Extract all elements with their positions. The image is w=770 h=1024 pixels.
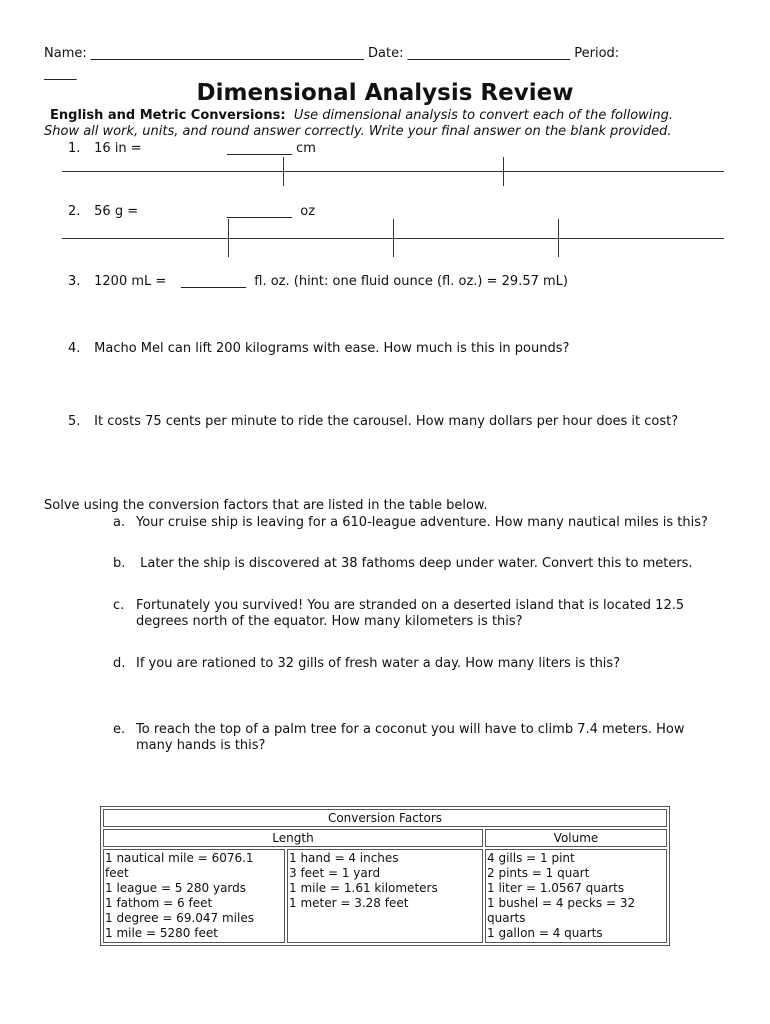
answer-unit: fl. oz. (hint: one fluid ounce (fl. oz.) = 29.57 mL) xyxy=(254,274,568,289)
answer-unit: oz xyxy=(300,204,316,219)
table-cell-line: 1 degree = 69.047 miles xyxy=(105,911,254,925)
table-cell-line: 3 feet = 1 yard xyxy=(289,866,381,880)
volume-column xyxy=(485,849,667,943)
length-column-2 xyxy=(287,849,483,943)
answer-blank[interactable]: __________ xyxy=(181,274,246,289)
sub-question-text: If you are rationed to 32 gills of fresh water a day. How many liters is this? xyxy=(136,656,621,671)
sub-question-text: Later the ship is discovered at 38 fathoms deep under water. Convert this to meters. xyxy=(136,556,693,571)
sub-question-e xyxy=(113,722,685,737)
header-line xyxy=(44,46,619,61)
question-number: 5. xyxy=(68,414,81,429)
question-3 xyxy=(68,274,166,289)
length-column-1 xyxy=(103,849,285,943)
question-prompt: 16 in = xyxy=(94,141,142,156)
sub-question-text: Fortunately you survived! You are stranded on a deserted island that is located 12.5 xyxy=(136,598,685,613)
answer-unit: cm xyxy=(296,141,316,156)
work-divider xyxy=(228,219,229,257)
question-2 xyxy=(68,204,138,219)
table-cell-line: 1 nautical mile = 6076.1 xyxy=(105,851,254,865)
sub-question-letter: b. xyxy=(113,556,126,571)
table-title: Conversion Factors xyxy=(103,809,667,827)
table-cell-line: 1 fathom = 6 feet xyxy=(105,896,213,910)
sub-question-e-continued: many hands is this? xyxy=(136,738,266,753)
answer-blank[interactable]: __________ xyxy=(227,141,292,156)
sub-question-text: Your cruise ship is leaving for a 610-league adventure. How many nautical miles is this? xyxy=(136,515,708,530)
question-prompt: 56 g = xyxy=(94,204,139,219)
conversion-factors-table xyxy=(100,806,670,946)
question-text: It costs 75 cents per minute to ride the carousel. How many dollars per hour does it cost? xyxy=(94,414,679,429)
table-cell-line: 1 liter = 1.0567 quarts xyxy=(487,881,625,895)
sub-question-c xyxy=(113,598,684,613)
sub-question-d xyxy=(113,656,620,671)
table-cell-line: 1 mile = 5280 feet xyxy=(105,926,218,940)
question-text: Macho Mel can lift 200 kilograms with ease. How much is this in pounds? xyxy=(94,341,570,356)
table-cell-line: 1 gallon = 4 quarts xyxy=(487,926,603,940)
table-cell-line: feet xyxy=(105,866,129,880)
length-header: Length xyxy=(103,829,483,847)
table-cell-line: 1 mile = 1.61 kilometers xyxy=(289,881,438,895)
table-cell-line: 1 league = 5 280 yards xyxy=(105,881,247,895)
question-number: 3. xyxy=(68,274,81,289)
volume-header: Volume xyxy=(485,829,667,847)
sub-question-text: To reach the top of a palm tree for a coconut you will have to climb 7.4 meters. How xyxy=(136,722,685,737)
question-1-answer xyxy=(227,141,316,156)
question-number: 2. xyxy=(68,204,81,219)
instructions-heading: English and Metric Conversions: xyxy=(50,108,286,123)
table-cell-line: quarts xyxy=(487,911,526,925)
sub-question-a xyxy=(113,515,708,530)
instructions-line-2: Show all work, units, and round answer correctly. Write your final answer on the blank provided. xyxy=(44,124,672,139)
table-cell-line: 1 bushel = 4 pecks = 32 xyxy=(487,896,636,910)
question-number: 1. xyxy=(68,141,81,156)
question-3-answer xyxy=(181,274,568,289)
period-blank[interactable]: _____ xyxy=(44,66,77,81)
table-cell-line: 4 gills = 1 pint xyxy=(487,851,575,865)
question-4 xyxy=(68,341,569,356)
solve-intro: Solve using the conversion factors that are listed in the table below. xyxy=(44,498,488,513)
question-5 xyxy=(68,414,678,429)
work-divider xyxy=(558,219,559,257)
work-line xyxy=(62,171,724,172)
sub-question-b xyxy=(113,556,693,571)
table-cell-line: 2 pints = 1 quart xyxy=(487,866,590,880)
work-divider xyxy=(393,219,394,257)
work-divider xyxy=(503,157,504,186)
answer-blank[interactable]: __________ xyxy=(227,204,292,219)
table-cell-line: 1 hand = 4 inches xyxy=(289,851,399,865)
instructions-text: Use dimensional analysis to convert each of the following. xyxy=(293,108,674,123)
question-prompt: 1200 mL = xyxy=(94,274,167,289)
sub-question-letter: a. xyxy=(113,515,126,530)
sub-question-letter: e. xyxy=(113,722,126,737)
sub-question-letter: c. xyxy=(113,598,125,613)
page-title: Dimensional Analysis Review xyxy=(196,80,574,106)
sub-question-c-continued: degrees north of the equator. How many kilometers is this? xyxy=(136,614,523,629)
question-1 xyxy=(68,141,142,156)
period-field-label[interactable]: Period: xyxy=(574,46,620,61)
name-field-label[interactable]: Name: __________________________________________ xyxy=(44,46,364,61)
instructions-line-1 xyxy=(50,108,673,123)
work-divider xyxy=(283,157,284,186)
question-2-answer xyxy=(227,204,315,219)
date-field-label[interactable]: Date: _________________________ xyxy=(368,46,571,61)
sub-question-letter: d. xyxy=(113,656,126,671)
table-cell-line: 1 meter = 3.28 feet xyxy=(289,896,409,910)
question-number: 4. xyxy=(68,341,81,356)
